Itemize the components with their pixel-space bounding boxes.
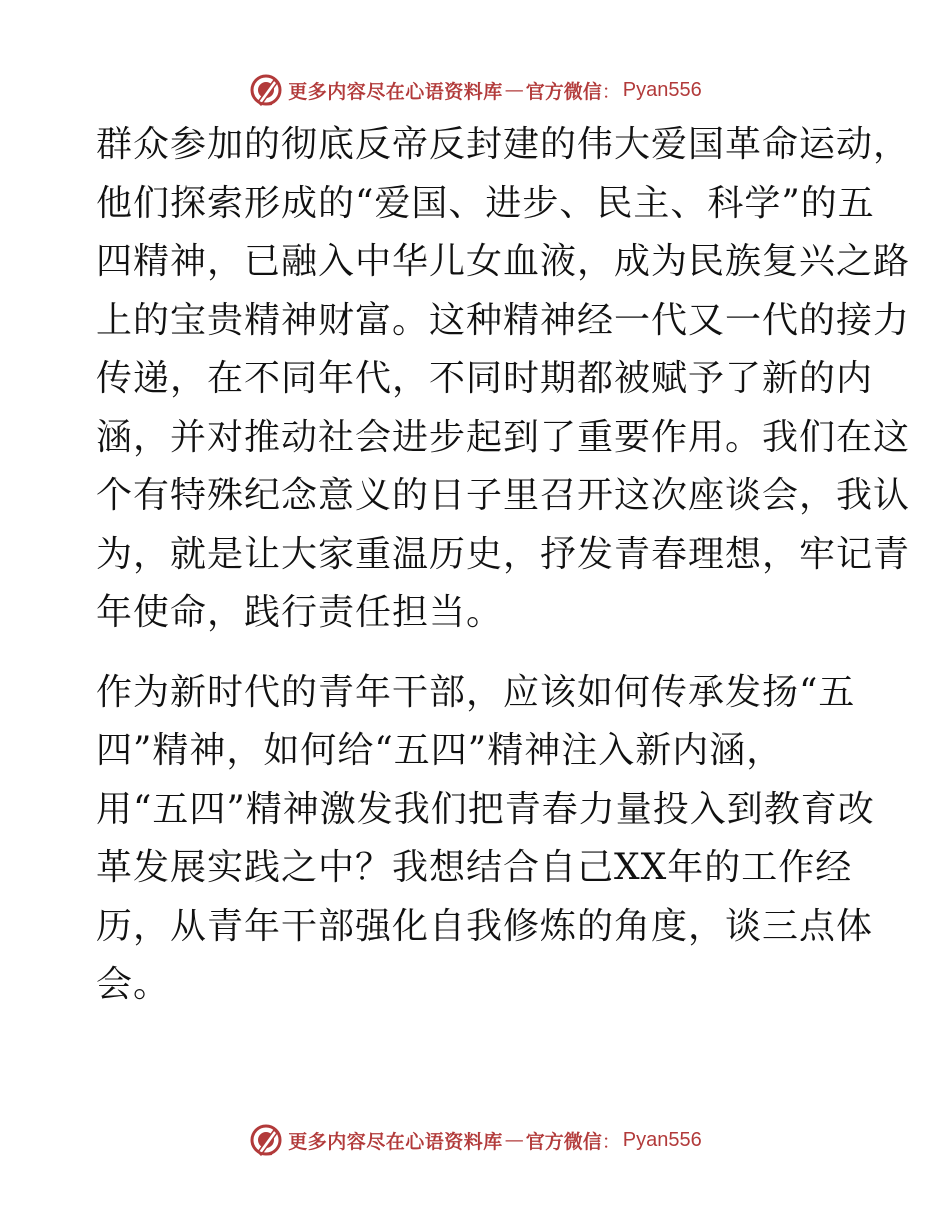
paragraph-1 (96, 116, 911, 643)
paragraph-2-line: 革发展实践之中？我想结合自己XX年的工作经 (96, 847, 853, 888)
paragraph-2-line: 作为新时代的青年干部，应该如何传承发扬“五 (96, 671, 856, 713)
paragraph-1-line: 上的宝贵精神财富。这种精神经一代又一代的接力 (96, 299, 911, 341)
header-colon: ： (601, 80, 621, 103)
footer-wechat-id: Pyan556 (622, 1128, 702, 1151)
header-official-label: 官方微信 (525, 80, 602, 103)
header-brand-text: 更多内容尽在心语资料库 (288, 80, 503, 103)
paragraph-2 (96, 664, 875, 1015)
paragraph-1-line: 群众参加的彻底反帝反封建的伟大爱国革命运动， (96, 124, 911, 165)
paragraph-2-line: 四”精神，如何给“五四”精神注入新内涵， (96, 730, 784, 771)
paragraph-2-line: 历，从青年干部强化自我修炼的角度，谈三点体 (96, 905, 874, 947)
paragraph-1-line: 个有特殊纪念意义的日子里召开这次座谈会，我认 (96, 475, 911, 516)
paragraph-1-line: 他们探索形成的“爱国、进步、民主、科学”的五 (96, 182, 875, 224)
pen-seal-logo-icon (248, 1122, 284, 1158)
footer-brand-text: 更多内容尽在心语资料库 (288, 1130, 503, 1153)
footer-colon: ： (601, 1130, 621, 1153)
header-dash: — (504, 79, 524, 101)
pen-seal-logo-icon (248, 72, 284, 108)
paragraph-2-line: 会。 (96, 964, 171, 1005)
paragraph-2-line: 用“五四”精神激发我们把青春力量投入到教育改 (96, 788, 875, 830)
paragraph-1-line: 四精神，已融入中华儿女血液，成为民族复兴之路 (96, 241, 911, 282)
footer-dash: — (504, 1129, 524, 1151)
header-banner (0, 70, 950, 110)
footer-official-label: 官方微信 (525, 1130, 602, 1153)
paragraph-1-line: 涵，并对推动社会进步起到了重要作用。我们在这 (96, 416, 911, 458)
document-body (96, 116, 911, 1015)
paragraph-1-line: 年使命，践行责任担当。 (96, 592, 504, 633)
paragraph-1-line: 传递，在不同年代，不同时期都被赋予了新的内 (96, 358, 874, 399)
header-wechat-id: Pyan556 (622, 78, 702, 101)
footer-banner (0, 1120, 950, 1160)
paragraph-1-line: 为，就是让大家重温历史，抒发青春理想，牢记青 (96, 533, 911, 575)
